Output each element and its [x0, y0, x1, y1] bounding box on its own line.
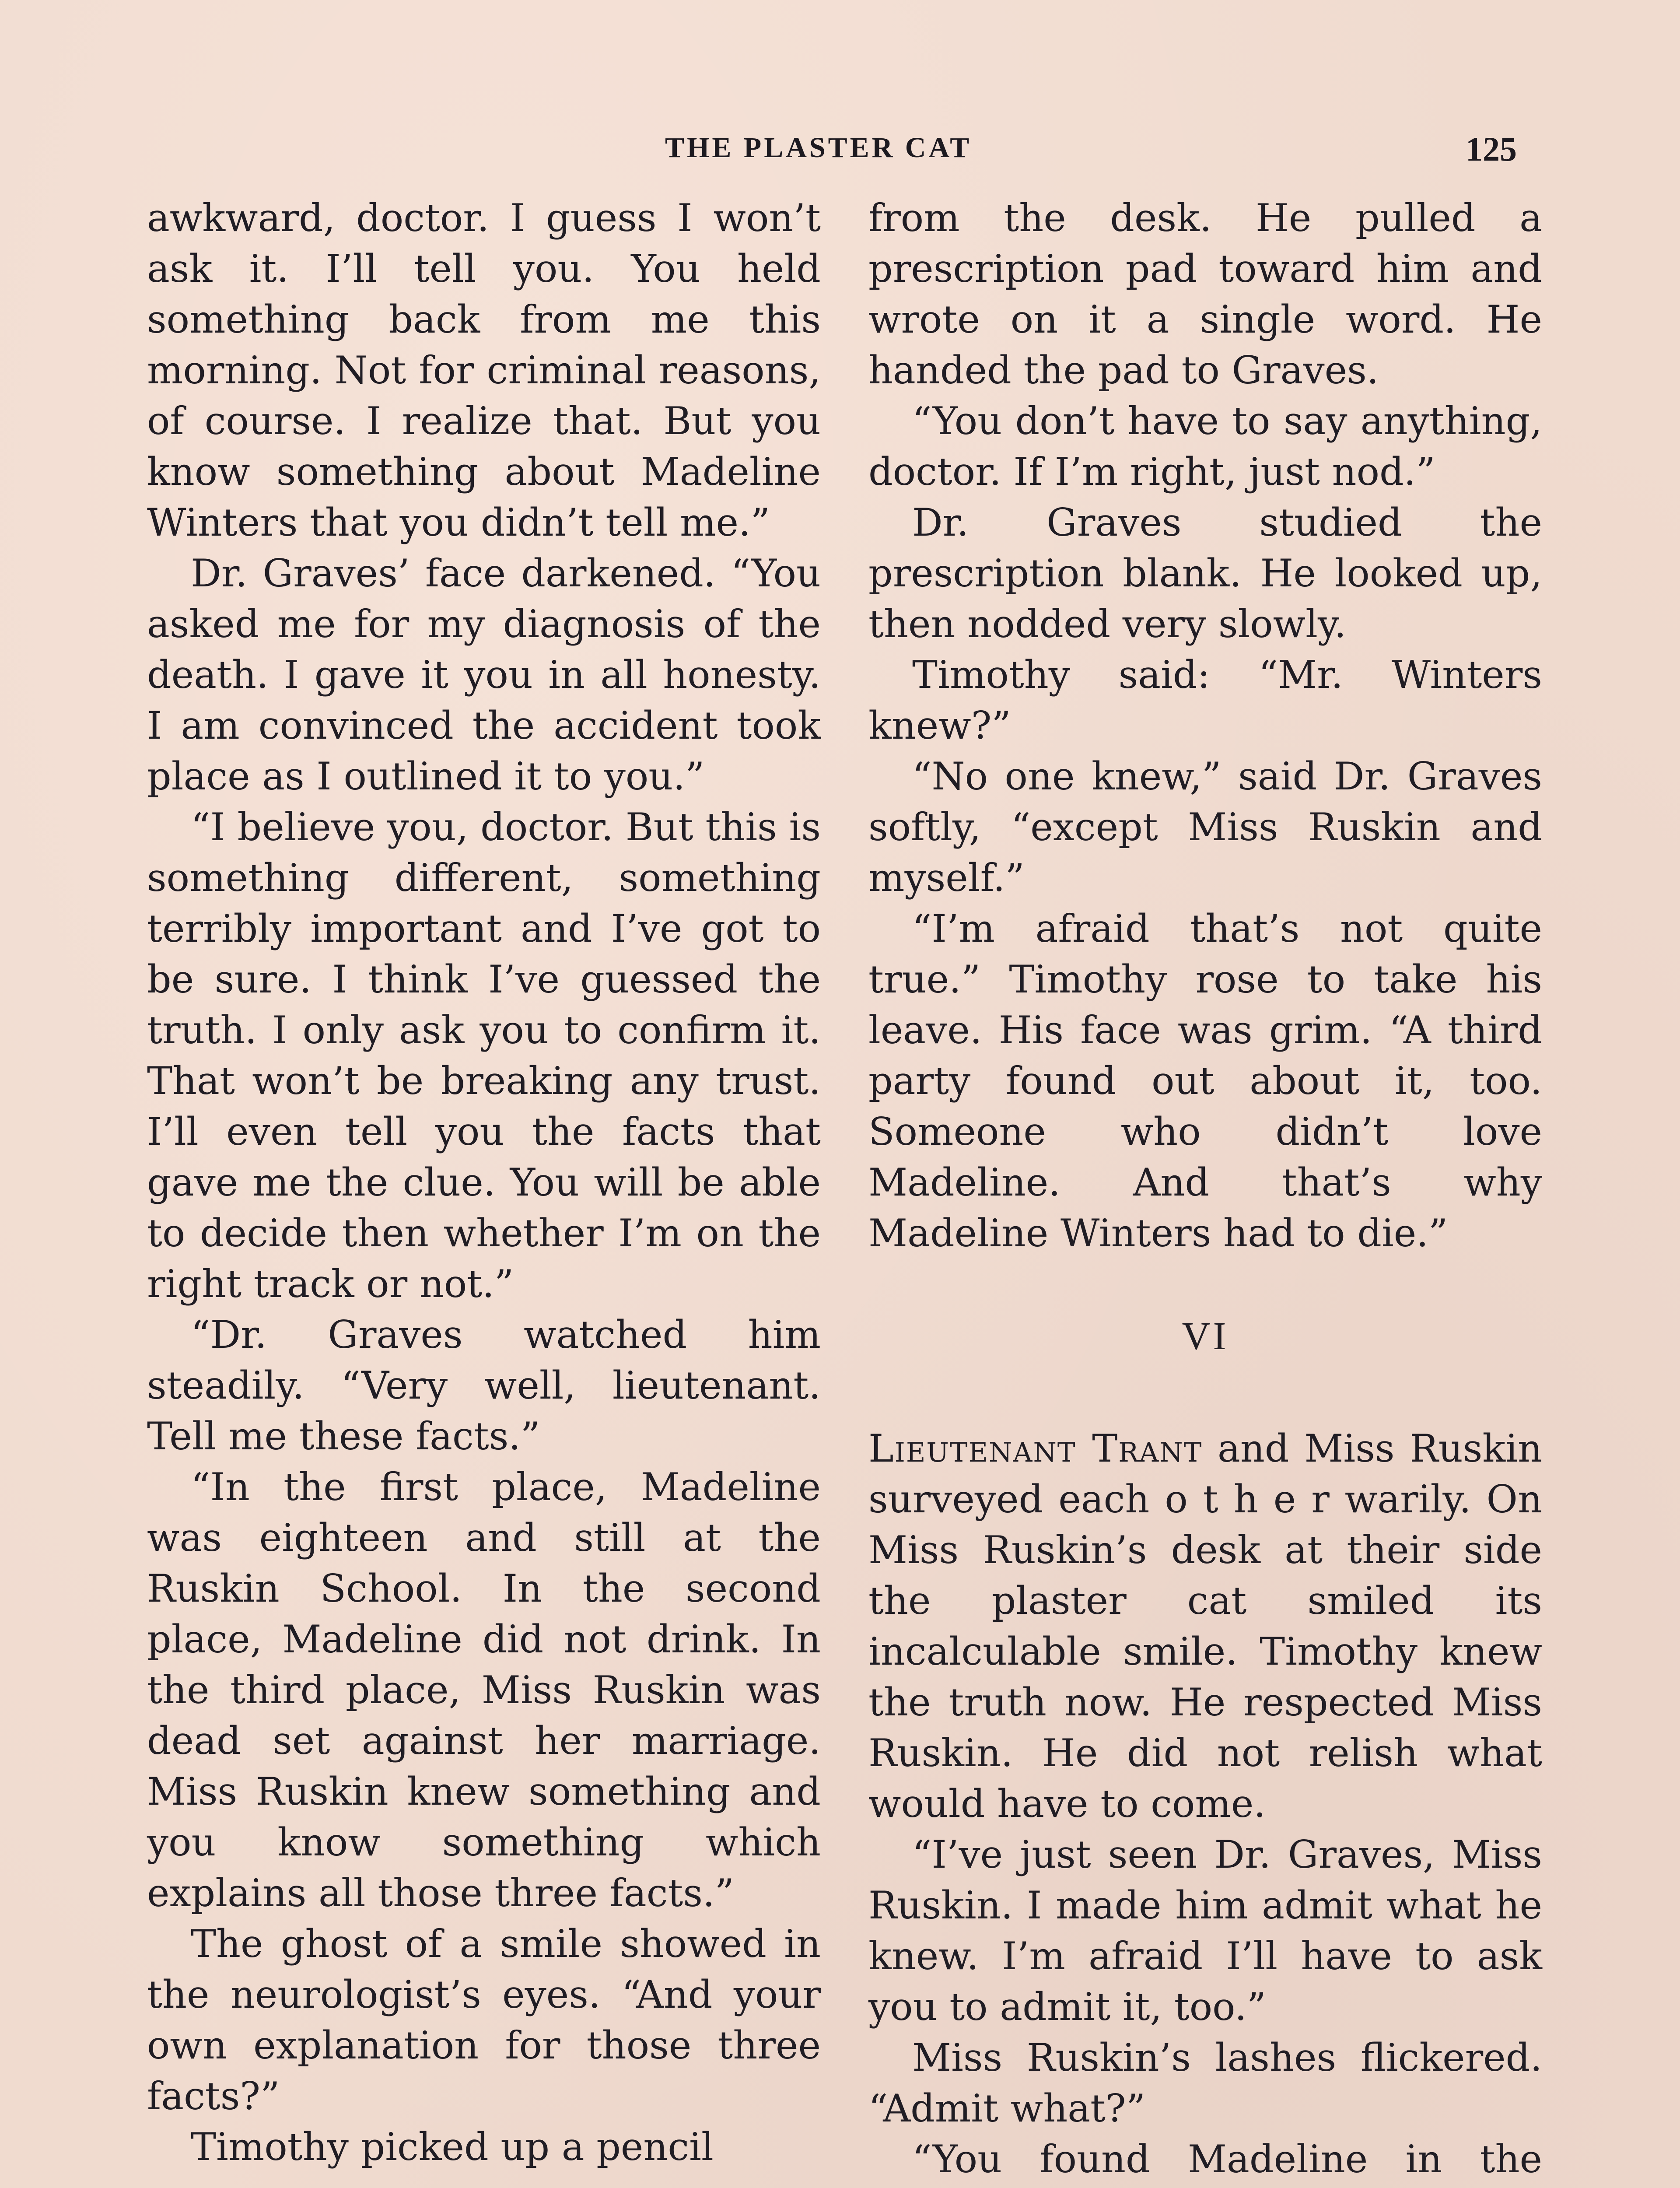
paragraph: “I’ve just seen Dr. Graves, Miss Ruskin. I made him admit what he knew. I’m afraid I’ll have to ask you to admit it, too.” — [868, 1832, 1542, 2029]
paragraph: “In the first place, Madeline was eighteen and still at the Ruskin School. In the second place, Madeline did not drink. In the third place, Miss Ruskin was dead set against her marriage. Miss Ruskin knew something and you know something which explains all those three facts.” — [147, 1465, 821, 1915]
paragraph: “I believe you, doctor. But this is something different, something terribly important and I’ve got to be sure. I think I’ve guessed the truth. I only ask you to confirm it. That won’t be breaking any trust. I’ll even tell you the facts that gave me the clue. You will be able to decide then whether I’m on the right track or not.” — [147, 805, 821, 1306]
section-lead-paragraph — [868, 1423, 1542, 1829]
paragraph: from the desk. He pulled a prescription pad toward him and wrote on it a single word. He handed the pad to Graves. — [868, 196, 1542, 393]
left-column — [147, 193, 821, 2172]
right-column — [868, 193, 1542, 2188]
paragraph: “You don’t have to say anything, doctor. If I’m right, just nod.” — [868, 399, 1542, 494]
paragraph: “You found Madeline in the — [912, 2137, 1542, 2181]
paragraph: Dr. Graves’ face darkened. “You asked me for my diagnosis of the death. I gave it you in all honesty. I am convinced the accident took place as I outlined it to you.” — [147, 551, 821, 799]
paragraph: awkward, doctor. I guess I won’t ask it. I’ll tell you. You held something back from me this morning. Not for criminal reasons, of course. I realize that. But you know something about Madeline Winters that you didn’t tell me.” — [147, 196, 821, 545]
paragraph: Timothy picked up a pencil — [191, 2125, 714, 2169]
section-heading: VI — [1182, 1315, 1229, 1358]
page-number: 125 — [1466, 130, 1517, 168]
paragraph: “I’m afraid that’s not quite true.” Timothy rose to take his leave. His face was grim. “A third party found out about it, too. Someone who didn’t love Madeline. And that’s why Madeline Winters had to die.” — [868, 906, 1542, 1255]
paragraph: Dr. Graves studied the prescription blank. He looked up, then nodded very slowly. — [868, 500, 1542, 646]
paragraph: Timothy said: “Mr. Winters knew?” — [868, 652, 1542, 748]
paragraph: “Dr. Graves watched him steadily. “Very well, lieutenant. Tell me these facts.” — [147, 1312, 821, 1459]
running-title: THE PLASTER CAT — [665, 132, 972, 164]
lead-in-smallcaps: Lieutenant Trant — [868, 1426, 1203, 1471]
paragraph: Miss Ruskin’s lashes flickered. “Admit what?” — [868, 2035, 1542, 2131]
paragraph: The ghost of a smile showed in the neurologist’s eyes. “And your own explanation for those three facts?” — [147, 1922, 821, 2118]
paragraph: “No one knew,” said Dr. Graves softly, “except Miss Ruskin and myself.” — [868, 754, 1542, 900]
lead-in-text: and Miss Ruskin surveyed each o t h e r warily. On Miss Ruskin’s desk at their side the plaster cat smiled its incalculable smile. Timothy knew the truth now. He respected Miss Ruskin. He did not relish what would have to come. — [868, 1426, 1542, 1826]
